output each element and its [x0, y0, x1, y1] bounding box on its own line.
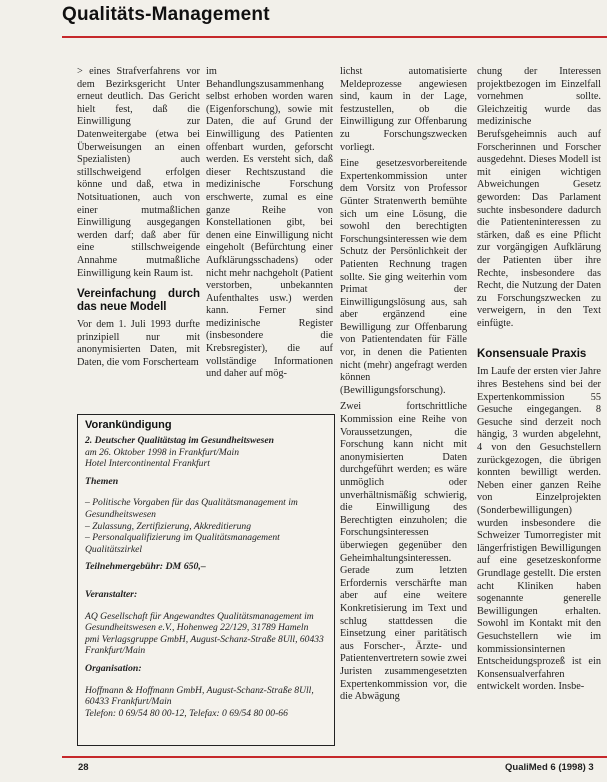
text-column-2 [206, 66, 333, 381]
page-number: 28 [78, 762, 89, 773]
text-column-4 [477, 66, 601, 694]
footer-rule [62, 756, 607, 758]
organization-label: Organisation: [85, 662, 142, 674]
paragraph: chung der Interessen projektbezogen im Einzelfall vornehmen sollte. Gleichzeitig wurde das medizinische Berufsgeheimnis auch auf Forscherinnen und Forscher ausgedehnt. Dieses Modell ist mit einigen wichtigen Abweichungen Gesetz geworden: Das Parlament suchte insbesondere dadurch die Patienteninteressen zu stärken, daß es eine Pflicht zur vorgängigen Aufklärung der Patienten über ihre Rechte, insbesondere das Recht, die Nutzung der Daten zu Forschungszwecken zu verweigern, in den Text einfügte. [477, 66, 601, 329]
organizer-label: Veranstalter: [85, 588, 138, 600]
theme-item: – Zulassung, Zertifizierung, Akkreditierung [85, 520, 252, 532]
section-header: Qualitäts-Management [62, 4, 270, 25]
paragraph: Gerade zum letzten Erfordernis verschärfte man aber auf eine weitere Konkretisierung im Text und schlug stattdessen die Einsetzung einer paritätisch aus Forscher-, Ärzte- und Patientenvertretern sowie zwei Juristen zusammengesetzten Expertenkommission vor, die die Abwägung [340, 565, 467, 703]
paragraph: > eines Strafverfahrens vor dem Bezirksgericht Unter erneut deutlich. Das Gericht hielt fest, daß die Einwilligung zur Datenweitergabe (etwa bei Überweisungen an einen Spezialisten) auch stillschweigend erfolgen könne und daß, etwa in Notsituationen, auch von einer mutmaßlichen Einwilligung ausgegangen werden darf; daß aber für eine stillschweigende Annahme mutmaßliche Einwilligung kein Raum ist. [77, 66, 200, 279]
paragraph: Im Laufe der ersten vier Jahre ihres Bestehens sind bei der Expertenkommission 55 Gesuche eingegangen. 8 Gesuche sind derzeit noch hängig, 3 wurden abgelehnt, 4 von den Gesuchstellern zurückgezogen, die übrigen konnten bewilligt werden. Neben einer ganzen Reihe von Einzelprojekten (Sonderbewilligungen) wurden insbesondere die Schweizer Tumorregister mit längerfristigen Bewilligungen auf eine gesetzeskonforme Grundlage gestellt. Die ersten acht Kliniken haben sogenannte generelle Bewilligungen erhalten. Sowohl im Kontakt mit den Gesuchstellern wie im kommissionsinternen Entscheidungsprozeß ist ein Konsensualverfahren entwickelt worden. Insbe- [477, 366, 601, 693]
paragraph: Zwei fortschrittliche Kommission eine Reihe von Voraussetzungen, die Forschung kann nicht mit anonymisierten Daten durchgeführt werden; es wäre unmöglich oder unverhältnismäßig schwierig, die Einwilligung des Berechtigten einzuholen; die Forschungsinteressen überwiegen gegenüber den Geheimhaltungsinteressen. [340, 401, 467, 564]
organizer-address: AQ Gesellschaft für Angewandtes Qualitätsmanagement im Gesundheitswesen e.V., Hohenweg 22/129, 31789 Hameln [85, 610, 314, 634]
theme-item: – Politische Vorgaben für das Qualitätsmanagement im Gesundheitswesen [85, 497, 298, 520]
organization-contact: Telefon: 0 69/54 80 00-12, Telefax: 0 69/54 80 00-66 [85, 707, 288, 719]
paragraph: im Behandlungszusammenhang selbst erhoben worden waren (Eigenforschung), sowie mit Daten, die auf Grund der Einwilligung des Patienten offenbart wurden, geforscht werden. Es versteht sich, daß dieser Rechtszustand die medizinische Forschung erschwerte, zumal es eine ganze Reihe von Konstellationen gibt, bei denen eine Einwilligung nicht eingeholt (Befürchtung einer Aufklärungsschadens) oder nicht mehr nachgeholt (Patient verstorben, unbekannten Aufenthaltes usw.) werden kann. Ferner sind medizinische Register (insbesondere die Krebsregister), die auf vollständige Informationen und daher auf mög- [206, 66, 333, 380]
event-name: 2. Deutscher Qualitätstag im Gesundheitswesen [85, 435, 274, 446]
organization-address: Hoffmann & Hoffmann GmbH, August-Schanz-Straße 8Ull, 60433 Frankfurt/Main [85, 684, 314, 708]
header-rule [62, 36, 607, 38]
announcement-box [77, 414, 335, 746]
theme-item: – Personalqualifizierung im Qualitätsmanagement Qualitätszirkel [85, 532, 280, 555]
subheading: Vereinfachung durch das neue Modell [77, 288, 200, 314]
paragraph: Vor dem 1. Juli 1993 durfte prinzipiell nur mit anonymisierten Daten, mit Daten, die vom Forscherteam [77, 319, 200, 368]
text-column-3 [340, 66, 467, 704]
journal-reference: QualiMed 6 (1998) 3 [505, 762, 594, 773]
fee-line: Teilnehmergebühr: DM 650,– [85, 561, 206, 573]
event-venue: Hotel Intercontinental Frankfurt [85, 458, 210, 470]
themes-label: Themen [85, 475, 119, 487]
paragraph: Eine gesetzesvorbereitende Expertenkommission unter dem Vorsitz von Professor Günter Stratenwerth bemühte sich um eine Lösung, die sowohl den berechtigten Forschungsinteressen wie dem Schutz der Persönlichkeit der Patienten Rechnung tragen sollte. Sie ging weiterhin vom Primat der Einwilligungslösung aus, sah aber ergänzend eine Bewilligung zur Offenbarung von Patientendaten für Fälle vor, in denen die Patienten nicht (mehr) angefragt werden können (Bewilligungsforschung). [340, 158, 467, 396]
event-date: am 26. Oktober 1998 in Frankfurt/Main [85, 446, 240, 458]
announcement-title: Vorankündigung [85, 419, 172, 431]
paragraph: lichst automatisierte Meldeprozesse angewiesen sind, kaum in der Lage, festzustellen, ob die Einwilligung zur Offenbarung zu Forschungszwecken vorliegt. [340, 66, 467, 153]
subheading: Konsensuale Praxis [477, 348, 587, 361]
text-column-1 [77, 66, 200, 369]
organizer-address: pmi Verlagsgruppe GmbH, August-Schanz-Straße 8Ull, 60433 Frankfurt/Main [85, 633, 324, 657]
